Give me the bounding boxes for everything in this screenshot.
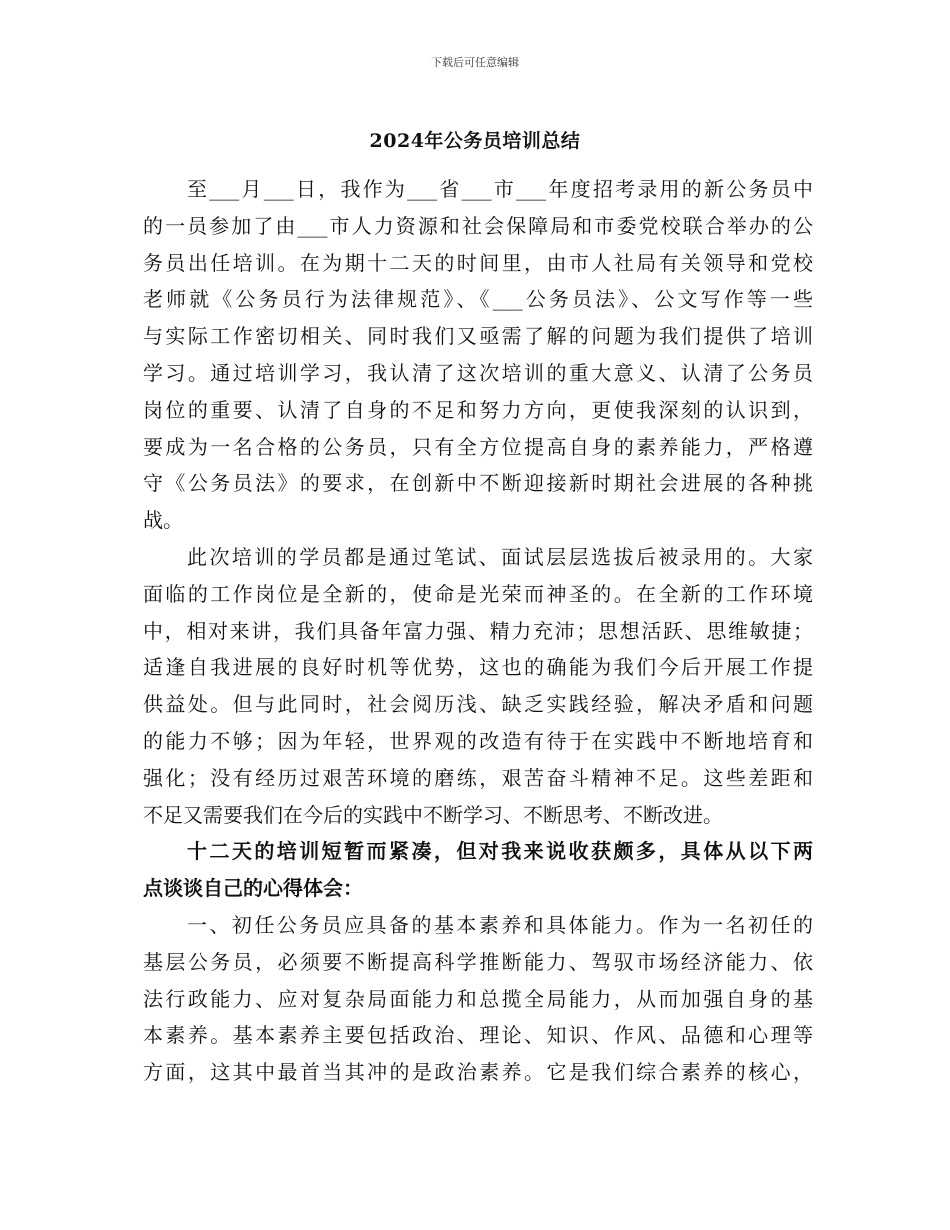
- text-line: 战。: [143, 508, 183, 533]
- text-line: 面临的工作岗位是全新的，使命是光荣而神圣的。在全新的工作环境: [143, 581, 813, 606]
- text-line: 供益处。但与此同时，社会阅历浅、缺乏实践经验，解决矛盾和问题: [143, 692, 813, 717]
- text-line: 一、初任公务员应具备的基本素养和具体能力。作为一名初任的: [187, 912, 813, 937]
- document-body: [143, 171, 813, 1091]
- text-line: 中，相对来讲，我们具备年富力强、精力充沛；思想活跃、思维敏捷；: [143, 618, 813, 643]
- text-line: 老师就《公务员行为法律规范》、《___公务员法》、公文写作等一些: [143, 287, 813, 312]
- text-line: 的一员参加了由___市人力资源和社会保障局和市委党校联合举办的公: [143, 213, 813, 238]
- text-line: 岗位的重要、认清了自身的不足和努力方向，更使我深刻的认识到，: [143, 397, 813, 422]
- text-line: 务员出任培训。在为期十二天的时间里，由市人社局有关领导和党校: [143, 250, 813, 275]
- document-title: 2024年公务员培训总结: [369, 130, 581, 152]
- page-header: 下载后可任意编辑: [431, 56, 519, 69]
- text-line: 法行政能力、应对复杂局面能力和总揽全局能力，从而加强自身的基: [143, 986, 813, 1011]
- text-line: 十二天的培训短暂而紧凑，但对我来说收获颇多，具体从以下两: [187, 839, 813, 864]
- text-line: 强化；没有经历过艰苦环境的磨练，艰苦奋斗精神不足。这些差距和: [143, 765, 813, 790]
- text-line: 的能力不够；因为年轻，世界观的改造有待于在实践中不断地培育和: [143, 728, 813, 753]
- text-line: 方面，这其中最首当其冲的是政治素养。它是我们综合素养的核心，: [143, 1060, 813, 1085]
- text-line: 要成为一名合格的公务员，只有全方位提高自身的素养能力，严格遵: [143, 434, 813, 459]
- text-line: 守《公务员法》的要求，在创新中不断迎接新时期社会进展的各种挑: [143, 471, 813, 496]
- text-line: 此次培训的学员都是通过笔试、面试层层选拔后被录用的。大家: [187, 544, 813, 569]
- text-line: 基层公务员，必须要不断提高科学推断能力、驾驭市场经济能力、依: [143, 949, 813, 974]
- text-line: 本素养。基本素养主要包括政治、理论、知识、作风、品德和心理等: [143, 1023, 813, 1048]
- text-line: 至___月___日，我作为___省___市___年度招考录用的新公务员中: [187, 177, 813, 201]
- text-line: 点谈谈自己的心得体会：: [143, 876, 363, 901]
- text-line: 适逢自我进展的良好时机等优势，这也的确能为我们今后开展工作提: [143, 655, 813, 680]
- text-line: 不足又需要我们在今后的实践中不断学习、不断思考、不断改进。: [143, 802, 723, 827]
- text-line: 学习。通过培训学习，我认清了这次培训的重大意义、认清了公务员: [143, 360, 813, 385]
- text-line: 与实际工作密切相关、同时我们又亟需了解的问题为我们提供了培训: [143, 324, 813, 349]
